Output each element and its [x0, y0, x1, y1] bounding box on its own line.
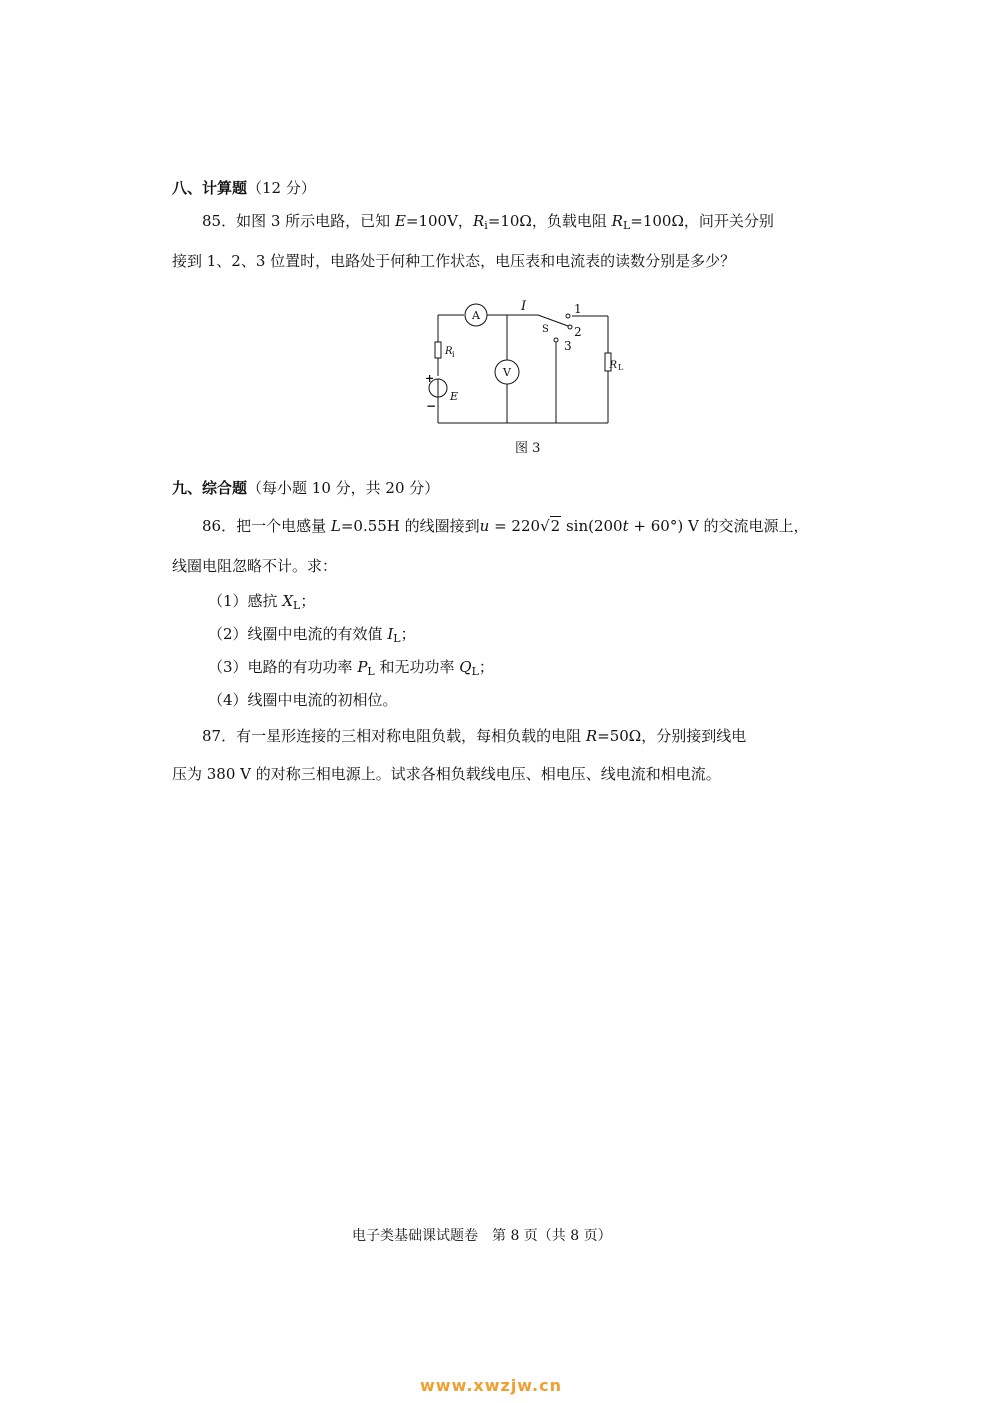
switch-position-2: 2: [574, 325, 582, 339]
section-9-score: （每小题 10 分，共 20 分）: [247, 479, 440, 497]
e-label: E: [450, 390, 459, 403]
ri-label: R: [445, 346, 453, 357]
switch-label: S: [542, 324, 549, 335]
question-86-line-1: 86．把一个电感量 L=0.55H 的线圈接到u = 220√2 sin(200t + 60°) V 的交流电源上，: [202, 517, 809, 535]
voltage-formula: u = 220√2 sin(200t + 60°): [479, 517, 684, 535]
figure-caption: 图 3: [515, 441, 541, 456]
rl-sub: L: [618, 363, 624, 372]
resistor-ri: [435, 342, 441, 358]
question-86-sub-4: （4）线圈中电流的初相位。: [208, 691, 398, 709]
section-8-title: 八、计算题: [172, 179, 248, 197]
section-9-heading: [172, 477, 439, 499]
question-87-line-2: 压为 380 V 的对称三相电源上。试求各相负载线电压、相电压、线电流和相电流。: [172, 765, 721, 783]
ri-sub: i: [452, 350, 455, 359]
question-86-sub-2: （2）线圈中电流的有效值 $I_L$；: [208, 625, 416, 645]
question-86-line-2: 线圈电阻忽略不计。求：: [172, 557, 338, 575]
question-86-sub-1: （1）感抗 $X_L$；: [208, 592, 316, 612]
ammeter-label: A: [472, 309, 480, 322]
section-8-heading: [172, 177, 316, 199]
rl-label: R: [609, 360, 617, 371]
section-8-score: （12 分）: [247, 179, 316, 197]
current-label: I: [521, 299, 527, 314]
switch-position-3: 3: [564, 339, 572, 353]
question-87-line-1: 87．有一星形连接的三相对称电阻负载，每相负载的电阻 R=50Ω，分别接到线电: [202, 727, 747, 745]
circuit-diagram: [420, 296, 624, 434]
plus-sign: +: [425, 372, 435, 385]
sqrt-symbol: √2: [540, 517, 561, 535]
watermark: www.xwzjw.cn: [420, 1376, 563, 1395]
section-9-title: 九、综合题: [172, 479, 248, 497]
minus-sign: −: [426, 399, 437, 413]
question-86-sub-3: （3）电路的有功功率 $P_L$ 和无功功率 $Q_L$；: [208, 658, 494, 678]
page-footer: 电子类基础课试题卷 第 8 页（共 8 页）: [352, 1228, 612, 1244]
voltmeter-label: V: [503, 366, 511, 379]
switch-position-1: 1: [574, 302, 582, 316]
question-85-line-1: 85．如图 3 所示电路，已知 E=100V，$R_i=10\Omega$，负载电阻 $R_L=100\Omega$，问开关分别: [202, 212, 774, 232]
question-85-line-2: 接到 1、2、3 位置时，电路处于何种工作状态，电压表和电流表的读数分别是多少？: [172, 252, 736, 270]
